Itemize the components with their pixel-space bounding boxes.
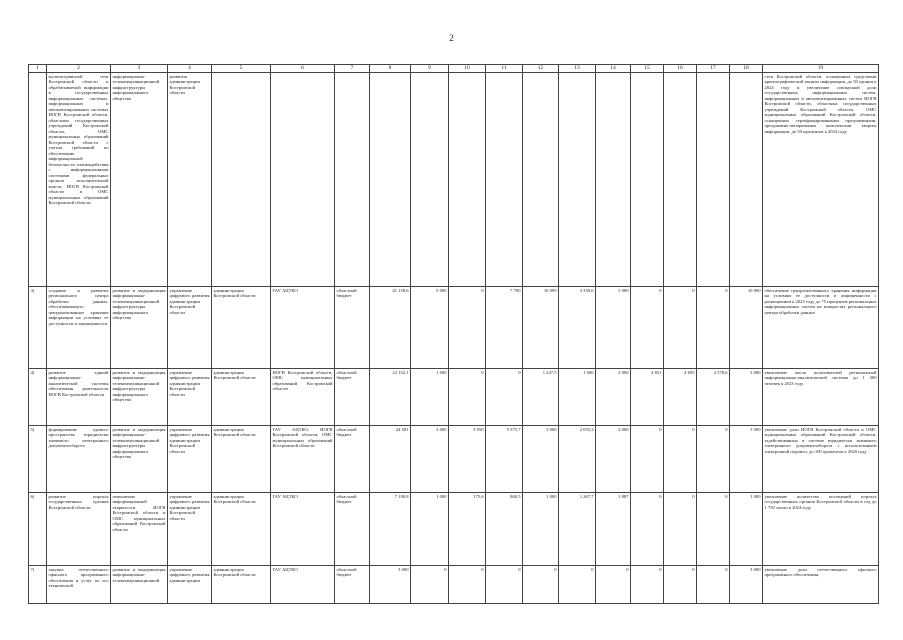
column-number: 13	[559, 65, 596, 73]
table-cell: развитие и модернизация информационно-телекоммуникационной инфраструктуры информационного общества	[111, 368, 168, 425]
table-cell: 0	[411, 565, 449, 603]
table-cell: 1 000	[559, 368, 596, 425]
table-cell: 5)	[29, 425, 47, 492]
table-cell: 0	[697, 492, 730, 565]
table-cell: увеличение количества посещений портала государственных органов Костромской области в год до 1 750 тысяч к 2024 году	[763, 492, 879, 565]
table-cell: 0	[697, 565, 730, 603]
table-cell	[212, 72, 271, 286]
column-number: 19	[763, 65, 879, 73]
column-number: 9	[411, 65, 449, 73]
column-number: 2	[47, 65, 111, 73]
table-cell: 0	[449, 286, 486, 368]
table-cell: областной бюджет	[335, 286, 370, 368]
table-cell: 1 000	[523, 492, 559, 565]
table-cell: управление цифрового развития администрации Костромской области	[168, 425, 212, 492]
table-cell: администрация Костромской области	[212, 565, 271, 603]
table-cell	[730, 72, 763, 286]
table-cell: 0	[697, 286, 730, 368]
table-cell: 175,6	[449, 492, 486, 565]
table-cell: развитие портала государственных органов Костромской области	[47, 492, 111, 565]
table-cell: администрация Костромской области	[212, 425, 271, 492]
table-cell: управление цифрового развития администрации Костромской области	[168, 492, 212, 565]
table-cell	[596, 72, 631, 286]
table-cell: 0	[631, 425, 664, 492]
table-cell: 0	[449, 368, 486, 425]
table-cell	[631, 72, 664, 286]
table-cell: 0	[559, 565, 596, 603]
program-measures-table	[28, 64, 879, 604]
column-number: 11	[486, 65, 523, 73]
table-cell: управление цифрового развития администрации	[168, 565, 212, 603]
table-cell	[697, 72, 730, 286]
table-cell: 3 000	[730, 565, 763, 603]
table-cell	[523, 72, 559, 286]
table-cell	[559, 72, 596, 286]
table-cell: ГАУ АЦТКО	[271, 286, 335, 368]
table-cell: создание и развитие регионального центра обработки данных, обеспечивающего централизованное хранение информации на условиях ее доступности и защищенности	[47, 286, 111, 368]
column-number: 6	[271, 65, 335, 73]
table-cell: 2 000	[596, 368, 631, 425]
table-cell: 7 700	[486, 286, 523, 368]
table-cell	[449, 72, 486, 286]
table-cell: 7 190,8	[370, 492, 411, 565]
column-number: 15	[631, 65, 664, 73]
table-cell: 24 581	[370, 425, 411, 492]
table-cell: администрация Костромской области	[212, 368, 271, 425]
table-cell: администрация Костромской области	[212, 492, 271, 565]
table-cell: областной бюджет	[335, 368, 370, 425]
table-cell: 4 695	[664, 368, 697, 425]
table-cell: 1 887	[596, 492, 631, 565]
table-cell: развитие и модернизация информационно-телекоммуникационной инфраструктуры информационного общества	[111, 286, 168, 368]
table-cell: 4)	[29, 368, 47, 425]
column-number: 8	[370, 65, 411, 73]
table-cell: 3 000	[730, 368, 763, 425]
table-cell	[486, 72, 523, 286]
table-cell: 5 000	[596, 286, 631, 368]
column-number: 18	[730, 65, 763, 73]
table-cell: 5 575,7	[486, 425, 523, 492]
table-cell: увеличение доли ИОГВ Костромской области и ОМС муниципальных образований Костромской области, задействованных в системе юридически значимого электронного документооборота с использованием электронной подписи, до 100 процентов к 2020 году	[763, 425, 879, 492]
table-cell: 0	[697, 425, 730, 492]
column-number: 14	[596, 65, 631, 73]
page-number: 2	[449, 33, 454, 43]
table-cell: 5 000	[411, 286, 449, 368]
table-cell: 0	[631, 286, 664, 368]
table-cell: развитие единой информационно-аналитической системы обеспечения деятельности ИОГВ Костромской области	[47, 368, 111, 425]
table-cell: 1 267,7	[559, 492, 596, 565]
table-cell: ИОГВ Костромской области, ОМС муниципальных образований Костромской области	[271, 368, 335, 425]
table-cell: увеличение доли отечественного офисного программного обеспечения,	[763, 565, 879, 603]
table-cell: обеспечение централизованного хранения информации на условиях ее доступности и защищенности с размещением к 2023 году до 75 процентов региональных информационных систем на мощностях регионального центра обработки данных	[763, 286, 879, 368]
table-cell: 0	[596, 565, 631, 603]
table-row	[29, 425, 879, 492]
table-cell	[664, 72, 697, 286]
table-cell: 2 055,3	[559, 425, 596, 492]
table-cell: 0	[449, 565, 486, 603]
table-cell: закупка отечественного офисного программного обеспечения и услуг по его технической	[47, 565, 111, 603]
table-cell: 0	[664, 492, 697, 565]
table-cell	[271, 72, 335, 286]
table-cell: 0	[664, 565, 697, 603]
table-cell: 1 000	[411, 492, 449, 565]
table-cell: 3)	[29, 286, 47, 368]
table-cell: ГАУ АЦТКО, ИОГВ Костромской области, ОМС муниципальных образований Костромской области	[271, 425, 335, 492]
table-cell	[411, 72, 449, 286]
table-cell: 4 831	[631, 368, 664, 425]
table-cell: 4 378,6	[697, 368, 730, 425]
table-row	[29, 72, 879, 286]
table-cell: 1 000	[730, 492, 763, 565]
column-number: 3	[111, 65, 168, 73]
table-cell: 860,5	[486, 492, 523, 565]
table-cell: 1 247,5	[523, 368, 559, 425]
column-number: 4	[168, 65, 212, 73]
table-cell: повышение информационной открытости ИОГВ Костромской области и ОМС муниципальных образований Костромской области	[111, 492, 168, 565]
table-cell: областной бюджет	[335, 492, 370, 565]
table-cell: развитие и модернизация информационно-телекоммуникационной	[111, 565, 168, 603]
table-row	[29, 368, 879, 425]
table-cell: развитие и модернизация информационно-телекоммуникационной инфраструктуры информационного общества	[111, 425, 168, 492]
table-cell: 0	[664, 425, 697, 492]
column-number: 16	[664, 65, 697, 73]
table-cell: управление цифрового развития администрации Костромской области	[168, 368, 212, 425]
table-row	[29, 492, 879, 565]
table-cell: 41 158,6	[370, 286, 411, 368]
table-row	[29, 565, 879, 603]
table-cell: администрация Костромской области	[212, 286, 271, 368]
table-cell: 3 000	[370, 565, 411, 603]
column-number: 10	[449, 65, 486, 73]
table-cell: формирование единого пространства юридически значимого электронного документооборота	[47, 425, 111, 492]
table-cell: 10 099	[523, 286, 559, 368]
table-cell	[335, 72, 370, 286]
table-cell: областной бюджет	[335, 565, 370, 603]
table-cell: 3 950	[449, 425, 486, 492]
column-number: 7	[335, 65, 370, 73]
column-number: 1	[29, 65, 47, 73]
table-cell: информационно-телекоммуникационной инфраструктуры информационного общества	[111, 72, 168, 286]
table-cell	[29, 72, 47, 286]
table-cell: 10 000	[730, 286, 763, 368]
table-cell: областной бюджет	[335, 425, 370, 492]
table-cell: 22 152,1	[370, 368, 411, 425]
table-cell: мультисервисной сети Костромской области и обрабатываемой информации в государственных информационных системах, информационных и автоматизированных системах ИОГВ Костромской области, областных государственных учреждений Костромской области, ОМС муниципальных образований Костромской области с учетом требований по обеспечению информационной безопасности взаимодействия с информационными системами федеральных органов исполнительной власти, ИОГВ Костромской области и ОМС муниципальных образований Костромской области	[47, 72, 111, 286]
table-cell	[370, 72, 411, 286]
table-cell: увеличение числа пользователей региональной информационно-аналитической системы до 1 300 человек к 2023 году	[763, 368, 879, 425]
table-cell: 0	[523, 565, 559, 603]
table-cell: ГАУ АЦТКО	[271, 565, 335, 603]
column-number: 12	[523, 65, 559, 73]
table-cell: ГАУ АЦТКО	[271, 492, 335, 565]
table-cell: 2 000	[596, 425, 631, 492]
table-cell: 3 000	[523, 425, 559, 492]
table-cell: 6)	[29, 492, 47, 565]
table-cell: 0	[486, 565, 523, 603]
column-number: 17	[697, 65, 730, 73]
table-cell: 5 000	[730, 425, 763, 492]
table-row	[29, 286, 879, 368]
table-cell: 0	[664, 286, 697, 368]
table-cell: развития администрации Костромской области	[168, 72, 212, 286]
table-cell: сети Костромской области, оснащенных средствами криптографической защиты информации, до 50 единиц к 2024 году и увеличение совокупной доли государственных информационных систем, информационных и автоматизированных систем ИОГВ Костромской области, областных государственных учреждений Костромской области, ОМС муниципальных образований Костромской области, оснащенных сертифицированными программными, программно-аппаратными комплексами защиты информации, до 50 процентов к 2024 году	[763, 72, 879, 286]
table-cell: 7)	[29, 565, 47, 603]
table-cell: 3 000	[411, 425, 449, 492]
table-cell: управление цифрового развития администрации Костромской области	[168, 286, 212, 368]
column-number: 5	[212, 65, 271, 73]
table-cell: 0	[486, 368, 523, 425]
table-cell: 1 000	[411, 368, 449, 425]
table-cell: 0	[631, 492, 664, 565]
table-cell: 3 359,6	[559, 286, 596, 368]
table-cell: 0	[631, 565, 664, 603]
column-number-row	[29, 65, 879, 73]
